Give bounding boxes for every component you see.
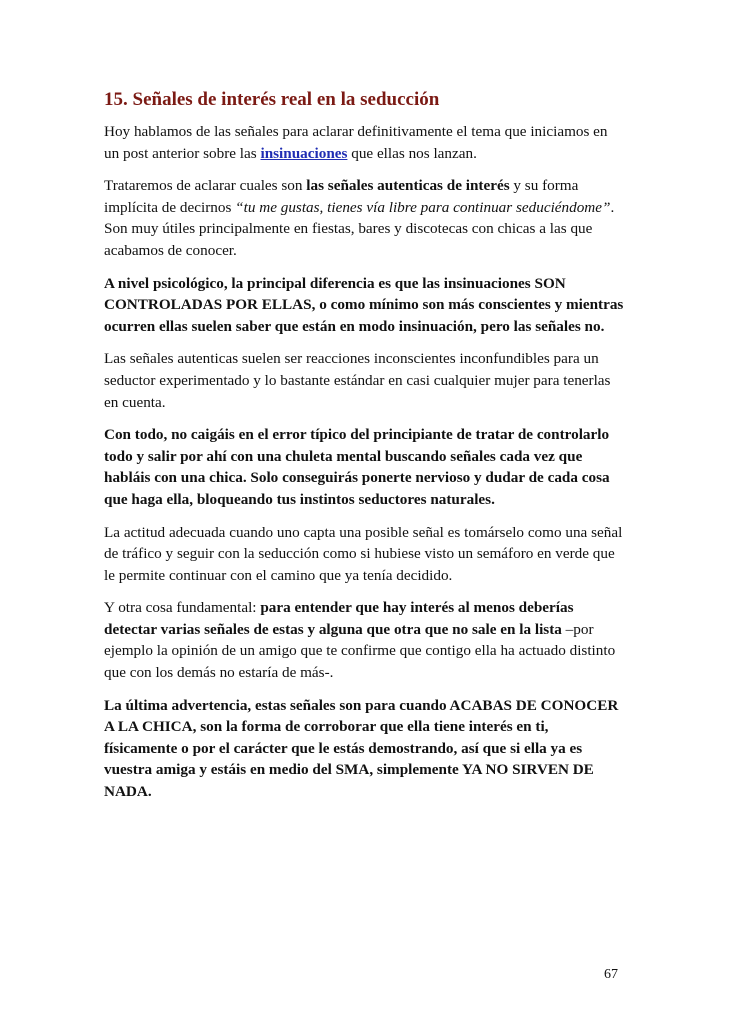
- paragraph-7-text-b: –por ejemplo la opinión de un amigo que te confirme que contigo ella ha actuado distinto que con los demás no estaría de más-.: [104, 620, 616, 682]
- paragraph-cosa-fundamental: [104, 597, 624, 683]
- paragraph-actitud-adecuada: La actitud adecuada cuando uno capta una posible señal es tomárselo como una señal de tráfico y seguir con la seducción como si hubiese visto un semáforo en verde que le permite continuar con el camino que ya tenía decidido.: [104, 523, 623, 584]
- page-title: 15. Señales de interés real en la seducción: [104, 89, 440, 110]
- paragraph-intro-text-b: que ellas nos lanzan.: [347, 144, 477, 162]
- paragraph-2-text-a: Trataremos de aclarar cuales son: [104, 177, 307, 195]
- paragraph-intro-text-a: Hoy hablamos de las señales para aclarar definitivamente el tema que iniciamos en un post anterior sobre las: [104, 123, 608, 162]
- insinuaciones-link[interactable]: insinuaciones: [260, 144, 348, 162]
- paragraph-2-text-b: y su forma implícita de decirnos: [104, 177, 579, 216]
- paragraph-ultima-advertencia: La última advertencia, estas señales son para cuando ACABAS DE CONOCER A LA CHICA, son la forma de corroborar que ella tiene interés en ti, físicamente o por el carácter que le estás demostrando, así que si ella ya es vuestra amiga y estáis en medio del SMA, simplemente YA NO SIRVEN DE NADA.: [104, 696, 619, 801]
- paragraph-intro: [104, 121, 624, 164]
- paragraph-reacciones-inconscientes: Las señales autenticas suelen ser reacciones inconscientes inconfundibles para un seductor experimentado y lo bastante estándar en casi cualquier mujer para tenerlas en cuenta.: [104, 350, 611, 411]
- document-page: [104, 86, 624, 814]
- paragraph-7-text-a: Y otra cosa fundamental:: [104, 599, 261, 617]
- paragraph-2-italic-quote: “tu me gustas, tienes vía libre para continuar seduciéndome”: [235, 198, 611, 216]
- paragraph-nivel-psicologico: A nivel psicológico, la principal diferencia es que las insinuaciones SON CONTROLADAS POR ELLAS, o como mínimo son más conscientes y mientras ocurren ellas suelen saber que están en modo insinuación, pero las señales no.: [104, 274, 624, 335]
- paragraph-7-bold: para entender que hay interés al menos deberías detectar varias señales de estas y alguna que otra que no sale en la lista: [104, 599, 574, 638]
- paragraph-2-text-c: . Son muy útiles principalmente en fiestas, bares y discotecas con chicas a las que acabamos de conocer.: [104, 198, 615, 259]
- paragraph-2-bold: las señales autenticas de interés: [306, 177, 510, 195]
- page-number: 67: [604, 967, 618, 982]
- paragraph-senales-autenticas: [104, 175, 624, 261]
- paragraph-error-principiante: Con todo, no caigáis en el error típico del principiante de tratar de controlarlo todo y salir por ahí con una chuleta mental buscando señales cada vez que habláis con una chica. Solo conseguirás ponerte nervioso y dudar de cada cosa que haga ella, bloqueando tus instintos seductores naturales.: [104, 426, 610, 508]
